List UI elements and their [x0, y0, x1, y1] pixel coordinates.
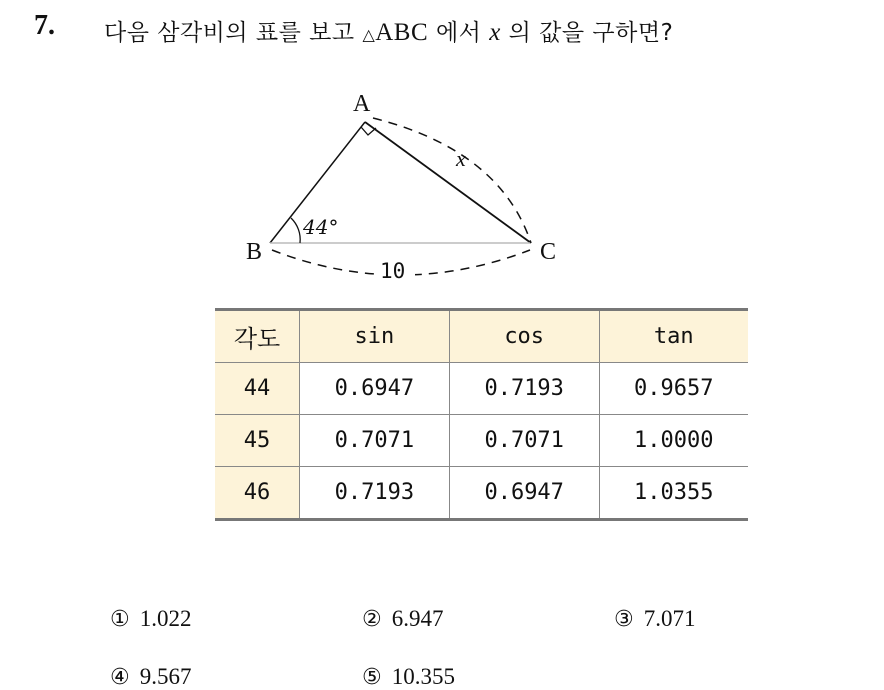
choice-3[interactable]: [614, 606, 695, 632]
table-header-angle: 각도: [215, 310, 300, 363]
table-cell: 0.9657: [599, 363, 748, 415]
table-row: [215, 415, 748, 467]
choice-mark: ①: [110, 607, 130, 632]
side-bc-label: 10: [380, 259, 406, 283]
side-ac: [365, 122, 531, 243]
trig-table: [215, 308, 748, 521]
table-header-sin: sin: [300, 310, 450, 363]
question-variable: x: [489, 19, 501, 46]
angle-b-arc: [291, 218, 300, 243]
table-cell: 0.7071: [300, 415, 450, 467]
vertex-a-label: A: [353, 91, 371, 117]
angle-b-label: 44°: [303, 215, 339, 239]
choice-2[interactable]: [362, 606, 443, 632]
question-text-before: 다음 삼각비의 표를 보고: [104, 20, 363, 46]
table-row: [215, 363, 748, 415]
table-cell: 0.7193: [449, 363, 599, 415]
question-text-middle: 에서: [428, 20, 490, 46]
table-cell-angle: 45: [215, 415, 300, 467]
table-cell-angle: 46: [215, 467, 300, 520]
choice-value: 6.947: [391, 606, 444, 631]
choice-mark: ②: [362, 607, 382, 632]
choice-1[interactable]: [110, 606, 191, 632]
table-cell: 0.6947: [449, 467, 599, 520]
choice-4[interactable]: [110, 664, 191, 690]
choice-mark: ④: [110, 665, 130, 690]
table-header-cos: cos: [449, 310, 599, 363]
table-cell: 0.7071: [449, 415, 599, 467]
table-cell: 1.0000: [599, 415, 748, 467]
table-cell-angle: 44: [215, 363, 300, 415]
side-ac-dashed-brace: [373, 118, 531, 243]
choice-5[interactable]: [362, 664, 455, 690]
choice-mark: ⑤: [362, 665, 382, 690]
triangle-name: ABC: [375, 19, 429, 46]
triangle-figure: [0, 0, 884, 300]
table-row: [215, 467, 748, 520]
vertex-c-label: C: [540, 239, 557, 265]
table-cell: 0.6947: [300, 363, 450, 415]
table-header-row: [215, 310, 748, 363]
choice-value: 7.071: [643, 606, 696, 631]
table-cell: 0.7193: [300, 467, 450, 520]
question-text-after: 의 값을 구하면?: [500, 20, 674, 46]
table-header-tan: tan: [599, 310, 748, 363]
vertex-b-label: B: [246, 239, 263, 265]
choice-mark: ③: [614, 607, 634, 632]
question-number: 7.: [34, 10, 55, 41]
choice-value: 10.355: [391, 664, 455, 689]
table-cell: 1.0355: [599, 467, 748, 520]
choice-value: 1.022: [139, 606, 192, 631]
choice-value: 9.567: [139, 664, 192, 689]
side-ac-label: x: [456, 146, 466, 171]
triangle-symbol: △: [362, 25, 376, 44]
